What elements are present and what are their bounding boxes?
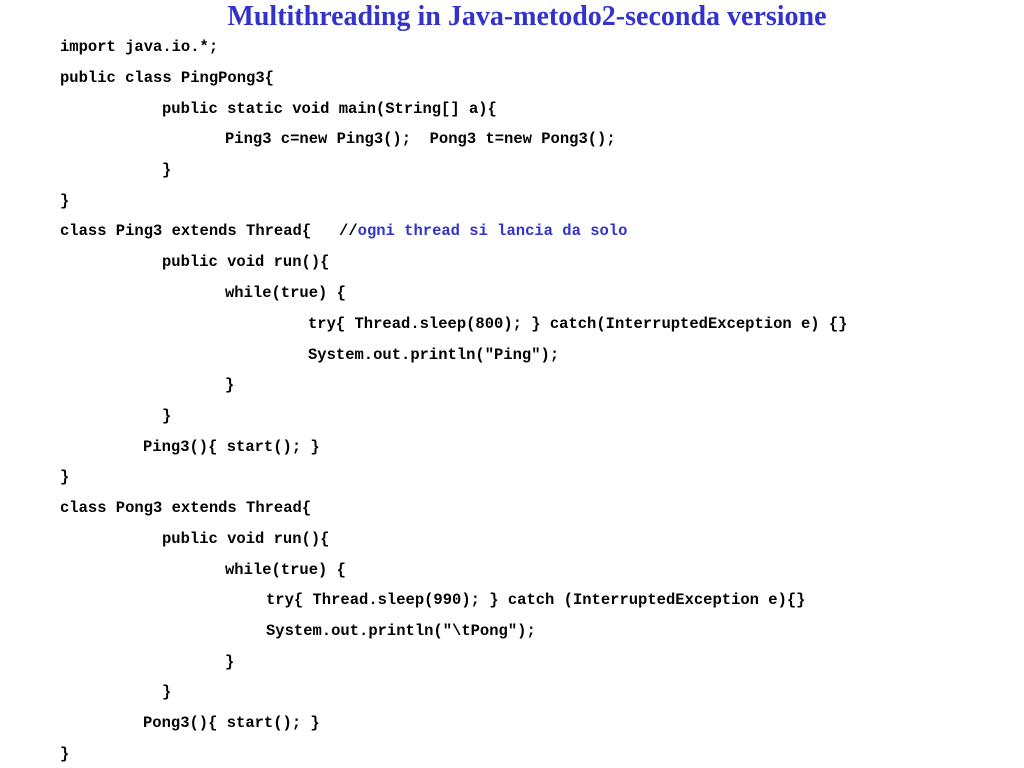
code-line-class-ping3 xyxy=(60,221,627,241)
code-line-import: import java.io.*; xyxy=(60,38,219,56)
code-text-ping3-declaration: class Ping3 extends Thread{ // xyxy=(60,222,358,240)
code-line-ping3-println: System.out.println("Ping"); xyxy=(308,346,560,364)
code-line-pong3-try: try{ Thread.sleep(990); } catch (InterruptedException e){} xyxy=(266,591,806,609)
code-line-main-close: } xyxy=(162,161,172,179)
code-line-pong3-println: System.out.println("\tPong"); xyxy=(266,622,536,640)
code-line-ping3-run-close: } xyxy=(162,407,172,425)
code-line-ping3-while-close: } xyxy=(225,376,235,394)
code-line-ping3-while: while(true) { xyxy=(225,284,346,302)
code-line-pingpong3-close: } xyxy=(60,192,70,210)
code-line-pong3-close: } xyxy=(60,745,70,763)
code-line-pong3-while-close: } xyxy=(225,653,235,671)
code-line-pong3-run: public void run(){ xyxy=(162,530,330,548)
slide-title: Multithreading in Java-metodo2-seconda versione xyxy=(227,1,827,32)
code-line-pong3-while: while(true) { xyxy=(225,561,346,579)
code-line-class-pong3: class Pong3 extends Thread{ xyxy=(60,499,312,517)
code-line-pong3-run-close: } xyxy=(162,683,172,701)
code-line-ping3-constructor: Ping3(){ start(); } xyxy=(143,438,320,456)
code-line-ping3-run: public void run(){ xyxy=(162,253,330,271)
code-line-ping3-try: try{ Thread.sleep(800); } catch(InterruptedException e) {} xyxy=(308,315,848,333)
code-line-main-signature: public static void main(String[] a){ xyxy=(162,100,497,118)
code-line-ping3-close: } xyxy=(60,468,70,486)
code-line-pong3-constructor: Pong3(){ start(); } xyxy=(143,714,320,732)
code-line-main-body: Ping3 c=new Ping3(); Pong3 t=new Pong3(); xyxy=(225,130,616,148)
code-line-class-pingpong3: public class PingPong3{ xyxy=(60,69,274,87)
code-comment: ogni thread si lancia da solo xyxy=(357,222,628,240)
